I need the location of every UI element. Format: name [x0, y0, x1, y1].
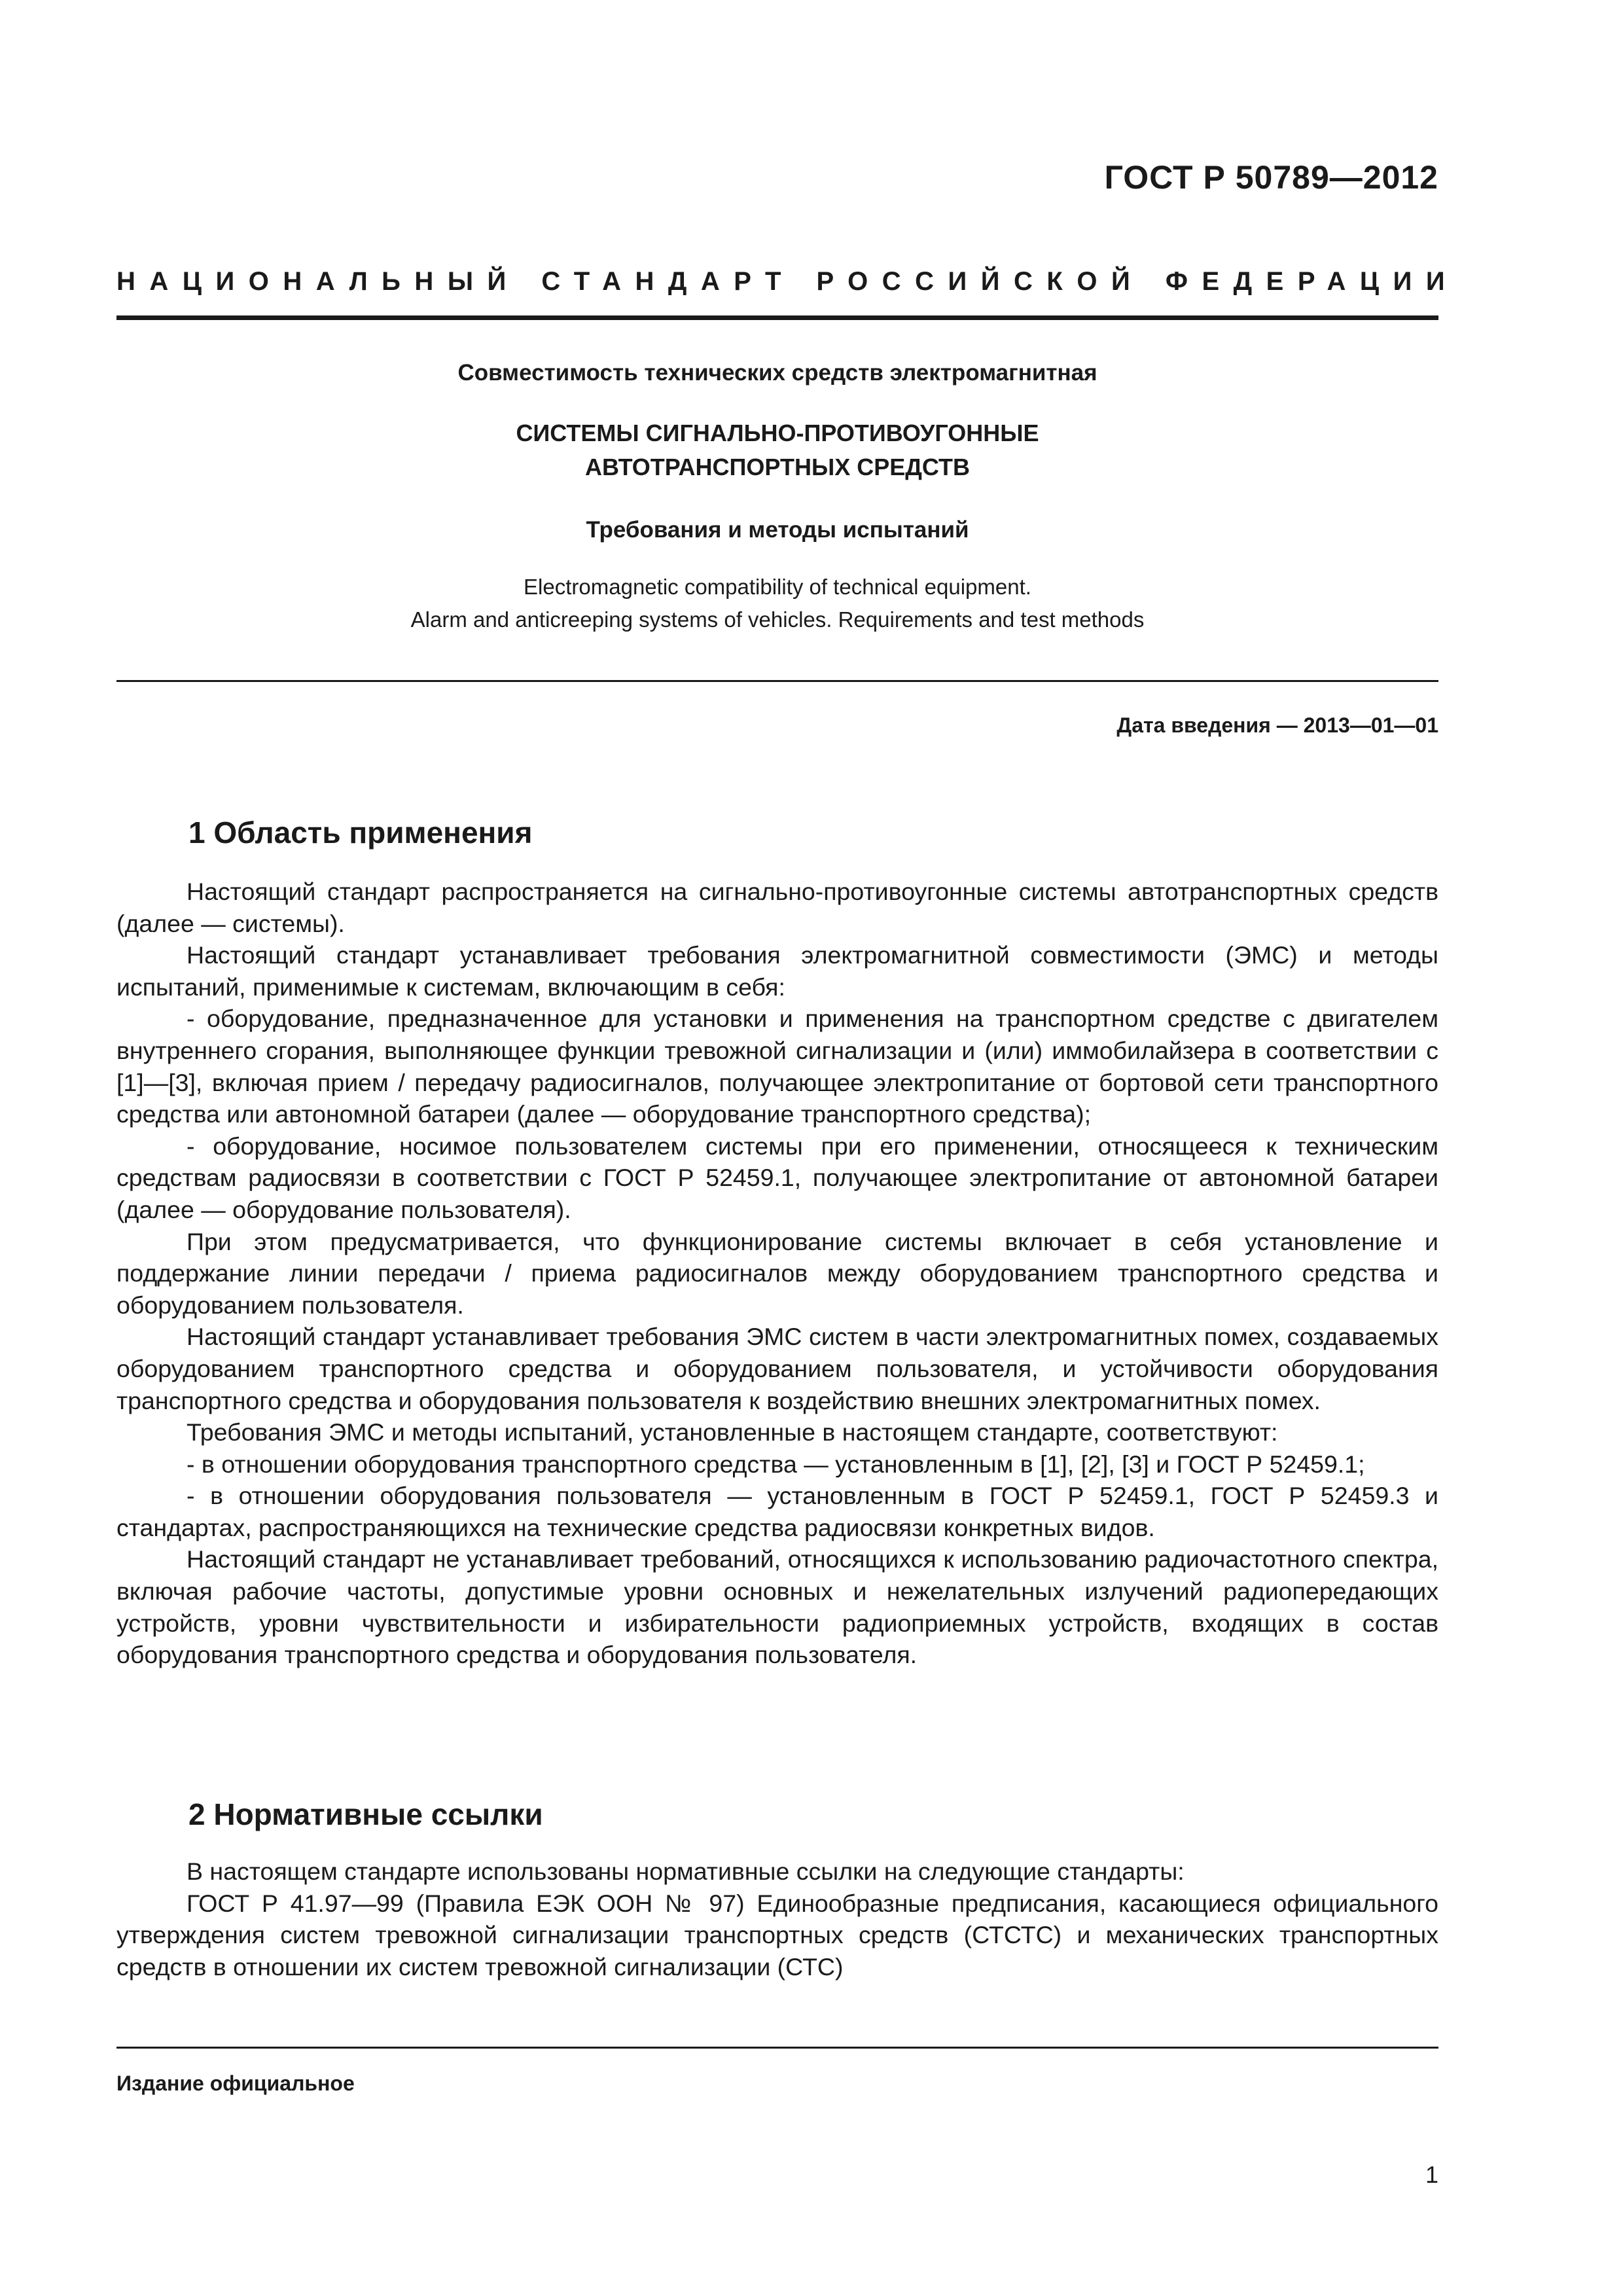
- footer-rule: [116, 2047, 1438, 2049]
- page-number: 1: [1425, 2161, 1438, 2188]
- title-english: [116, 571, 1438, 636]
- list-item: - оборудование, предназначенное для установки и применения на транспортном средстве с двигателем внутреннего сгорания, выполняющее функции тревожной сигнализации и (или) иммобилайзера в соответствии с [1]—[3], включая прием / передачу радиосигналов, получающее электропитание от бортовой сети транспортного средства или автономной батареи (далее — оборудование транспортного средства);: [116, 1005, 1438, 1128]
- paragraph: При этом предусматривается, что функционирование системы включает в себя установление и поддержание линии передачи / приема радиосигналов между оборудованием транспортного средства и оборудованием пользователя.: [116, 1227, 1438, 1319]
- title-main: [116, 416, 1438, 484]
- title-english-line2: Alarm and anticreeping systems of vehicles. Requirements and test methods: [410, 607, 1145, 632]
- title-subtitle: Требования и методы испытаний: [586, 517, 969, 543]
- edition-label: Издание официальное: [116, 2072, 355, 2095]
- list-item: - оборудование, носимое пользователем системы при его применении, относящееся к техническим средствам радиосвязи в соответствии с ГОСТ Р 52459.1, получающее электропитание от автономной батареи (далее — оборудование пользователя).: [116, 1132, 1438, 1223]
- list-item: - в отношении оборудования пользователя — установленным в ГОСТ Р 52459.1, ГОСТ Р 52459.3 и стандартах, распространяющихся на технические средства радиосвязи конкретных видов.: [116, 1482, 1438, 1541]
- paragraph: В настоящем стандарте использованы нормативные ссылки на следующие стандарты:: [187, 1857, 1185, 1885]
- section-heading-references: 2 Нормативные ссылки: [188, 1797, 543, 1831]
- reference-item: ГОСТ Р 41.97—99 (Правила ЕЭК ООН № 97) Единообразные предписания, касающиеся официального утверждения систем тревожной сигнализации транспортных средств (СТСТС) и механических транспортных средств в отношении их систем тревожной сигнализации (СТС): [116, 1889, 1438, 1981]
- section-body-references: [116, 1856, 1438, 1982]
- introduction-date: Дата введения — 2013—01—01: [1116, 713, 1438, 737]
- paragraph: Настоящий стандарт устанавливает требования электромагнитной совместимости (ЭМС) и методы испытаний, применимые к системам, включающим в себя:: [116, 941, 1438, 1001]
- title-emc: Совместимость технических средств электромагнитная: [457, 360, 1097, 386]
- paragraph: Настоящий стандарт не устанавливает требований, относящихся к использованию радиочастотного спектра, включая рабочие частоты, допустимые уровни основных и нежелательных излучений радиопередающих устройств, уровни чувствительности и избирательности радиоприемных устройств, входящих в состав оборудования транспортного средства и оборудования пользователя.: [116, 1545, 1438, 1669]
- national-standard-banner: НАЦИОНАЛЬНЫЙ СТАНДАРТ РОССИЙСКОЙ ФЕДЕРАЦИИ: [116, 267, 1459, 296]
- document-page: [116, 0, 1459, 2296]
- title-main-line1: СИСТЕМЫ СИГНАЛЬНО-ПРОТИВОУГОННЫЕ: [516, 420, 1039, 446]
- title-block: [116, 353, 1438, 636]
- title-rule: [116, 680, 1438, 682]
- header-rule: [116, 315, 1438, 320]
- section-body-scope: [116, 876, 1438, 1671]
- title-english-line1: Electromagnetic compatibility of technical equipment.: [524, 575, 1031, 599]
- title-main-line2: АВТОТРАНСПОРТНЫХ СРЕДСТВ: [585, 454, 970, 480]
- paragraph: Настоящий стандарт распространяется на сигнально-противоугонные системы автотранспортных средств (далее — системы).: [116, 878, 1438, 937]
- doc-code: ГОСТ Р 50789—2012: [1104, 159, 1438, 196]
- paragraph: Требования ЭМС и методы испытаний, установленные в настоящем стандарте, соответствуют:: [187, 1418, 1278, 1446]
- list-item: - в отношении оборудования транспортного средства — установленным в [1], [2], [3] и ГОСТ Р 52459.1;: [187, 1450, 1365, 1478]
- paragraph: Настоящий стандарт устанавливает требования ЭМС систем в части электромагнитных помех, создаваемых оборудованием транспортного средства и оборудованием пользователя, и устойчивости оборудования транспортного средства и оборудования пользователя к воздействию внешних электромагнитных помех.: [116, 1323, 1438, 1414]
- section-heading-scope: 1 Область применения: [188, 816, 533, 850]
